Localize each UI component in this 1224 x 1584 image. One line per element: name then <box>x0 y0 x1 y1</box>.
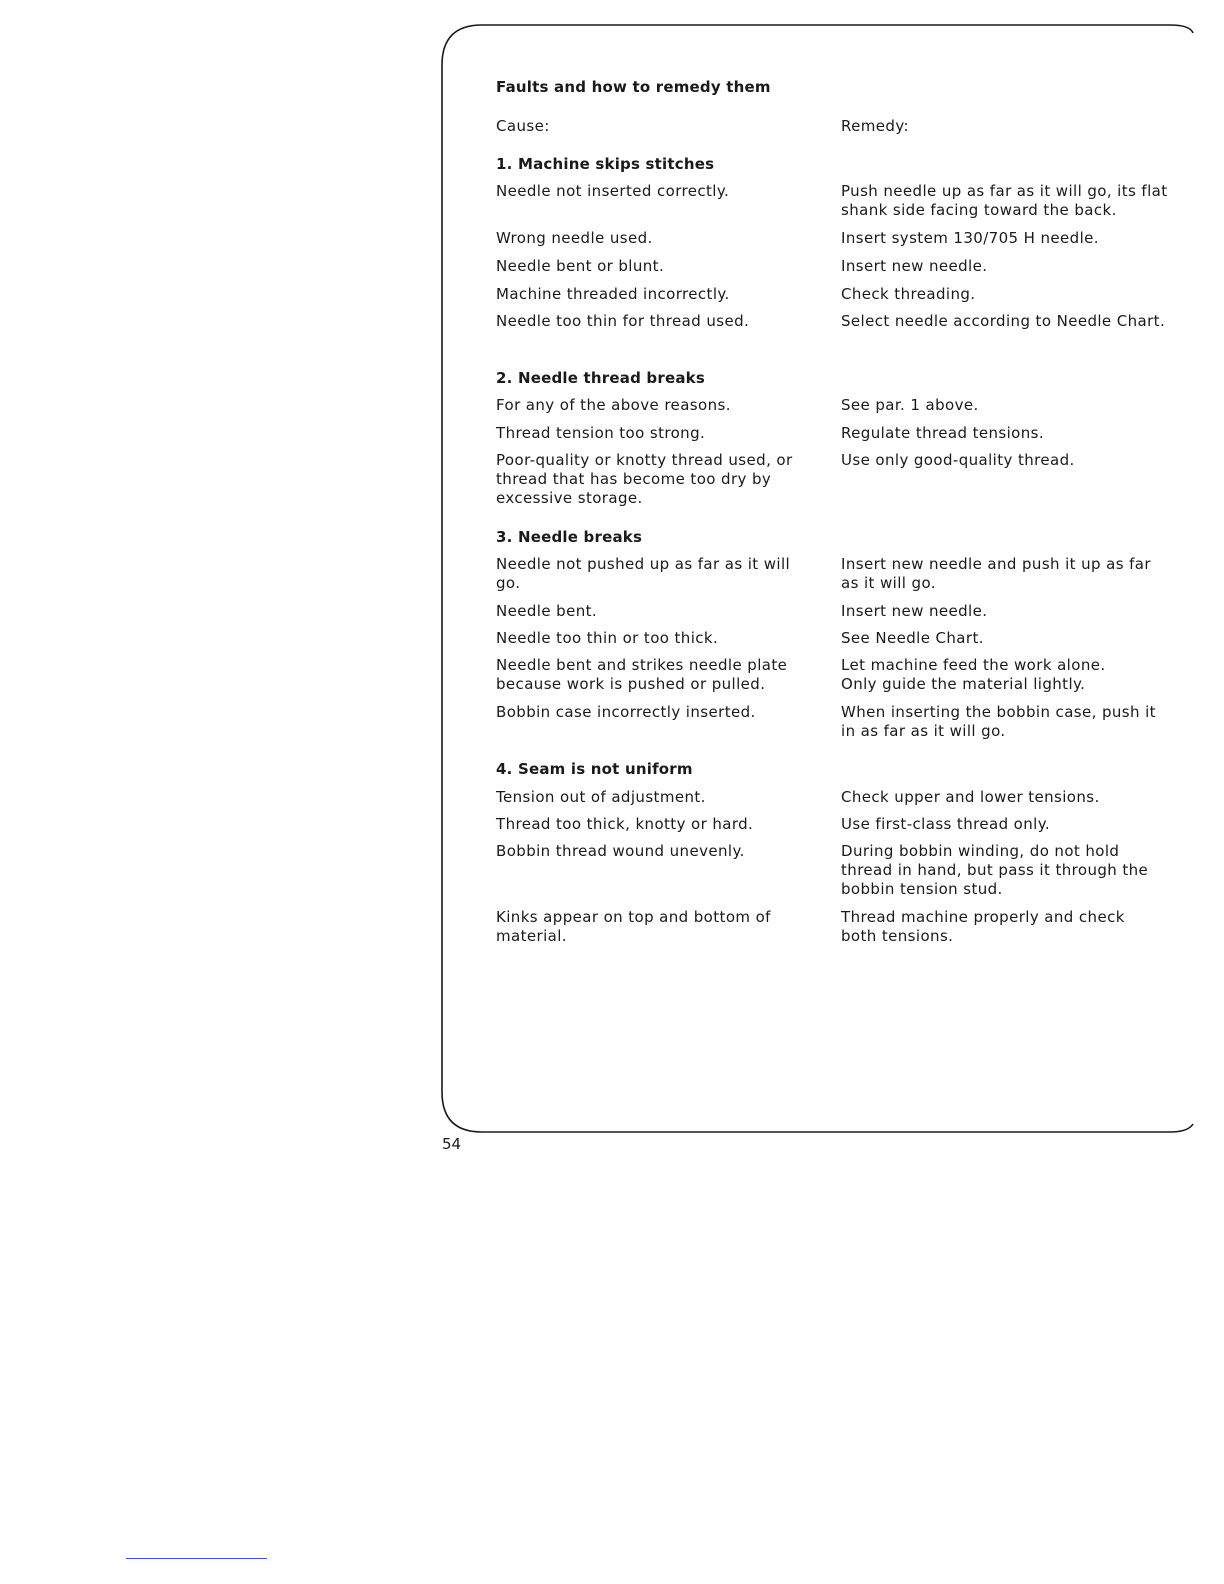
remedy-text: Check upper and lower tensions. <box>841 788 1100 806</box>
cause-column-heading: Cause: <box>496 117 550 135</box>
remedy-text: Select needle according to Needle Chart. <box>841 312 1166 330</box>
cause-text: Poor-quality or knotty thread used, or thread that has become too dry by excessive storage. <box>496 451 793 507</box>
remedy-text: See Needle Chart. <box>841 629 984 647</box>
cause-text: Needle bent or blunt. <box>496 257 665 275</box>
cause-text: Thread too thick, knotty or hard. <box>496 815 754 833</box>
cause-text: Kinks appear on top and bottom of material. <box>496 908 771 945</box>
remedy-text: Regulate thread tensions. <box>841 424 1045 442</box>
remedy-text: Use first-class thread only. <box>841 815 1051 833</box>
remedy-text: When inserting the bobbin case, push it in as far as it will go. <box>841 703 1156 740</box>
cause-text: Machine threaded incorrectly. <box>496 285 730 303</box>
remedy-text: During bobbin winding, do not hold thread in hand, but pass it through the bobbin tension stud. <box>841 842 1149 898</box>
page-number: 54 <box>442 1135 462 1153</box>
remedy-text: Insert new needle. <box>841 257 988 275</box>
section-heading-skips-stitches: 1. Machine skips stitches <box>496 155 715 173</box>
cause-text: Needle not inserted correctly. <box>496 182 730 200</box>
remedy-text: Use only good-quality thread. <box>841 451 1075 469</box>
remedy-text: Check threading. <box>841 285 976 303</box>
section-heading-seam-not-uniform: 4. Seam is not uniform <box>496 760 693 778</box>
footer-rule <box>126 1558 267 1559</box>
remedy-text: Thread machine properly and check both tensions. <box>841 908 1125 945</box>
remedy-text: Let machine feed the work alone. Only guide the material lightly. <box>841 656 1106 693</box>
page-title: Faults and how to remedy them <box>496 78 771 96</box>
cause-text: Bobbin case incorrectly inserted. <box>496 703 756 721</box>
cause-text: Tension out of adjustment. <box>496 788 706 806</box>
cause-text: Needle bent and strikes needle plate because work is pushed or pulled. <box>496 656 788 693</box>
cause-text: Needle too thin or too thick. <box>496 629 719 647</box>
remedy-text: Insert system 130/705 H needle. <box>841 229 1099 247</box>
section-heading-thread-breaks: 2. Needle thread breaks <box>496 369 705 387</box>
cause-text: Bobbin thread wound unevenly. <box>496 842 745 860</box>
cause-text: For any of the above reasons. <box>496 396 731 414</box>
cause-text: Needle too thin for thread used. <box>496 312 750 330</box>
remedy-text: Push needle up as far as it will go, its flat shank side facing toward the back. <box>841 182 1168 219</box>
remedy-text: Insert new needle. <box>841 602 988 620</box>
section-heading-needle-breaks: 3. Needle breaks <box>496 528 643 546</box>
cause-text: Thread tension too strong. <box>496 424 706 442</box>
cause-text: Needle not pushed up as far as it will go. <box>496 555 791 592</box>
cause-text: Needle bent. <box>496 602 598 620</box>
cause-text: Wrong needle used. <box>496 229 653 247</box>
remedy-text: Insert new needle and push it up as far as it will go. <box>841 555 1151 592</box>
remedy-text: See par. 1 above. <box>841 396 979 414</box>
remedy-column-heading: Remedy: <box>841 117 909 135</box>
